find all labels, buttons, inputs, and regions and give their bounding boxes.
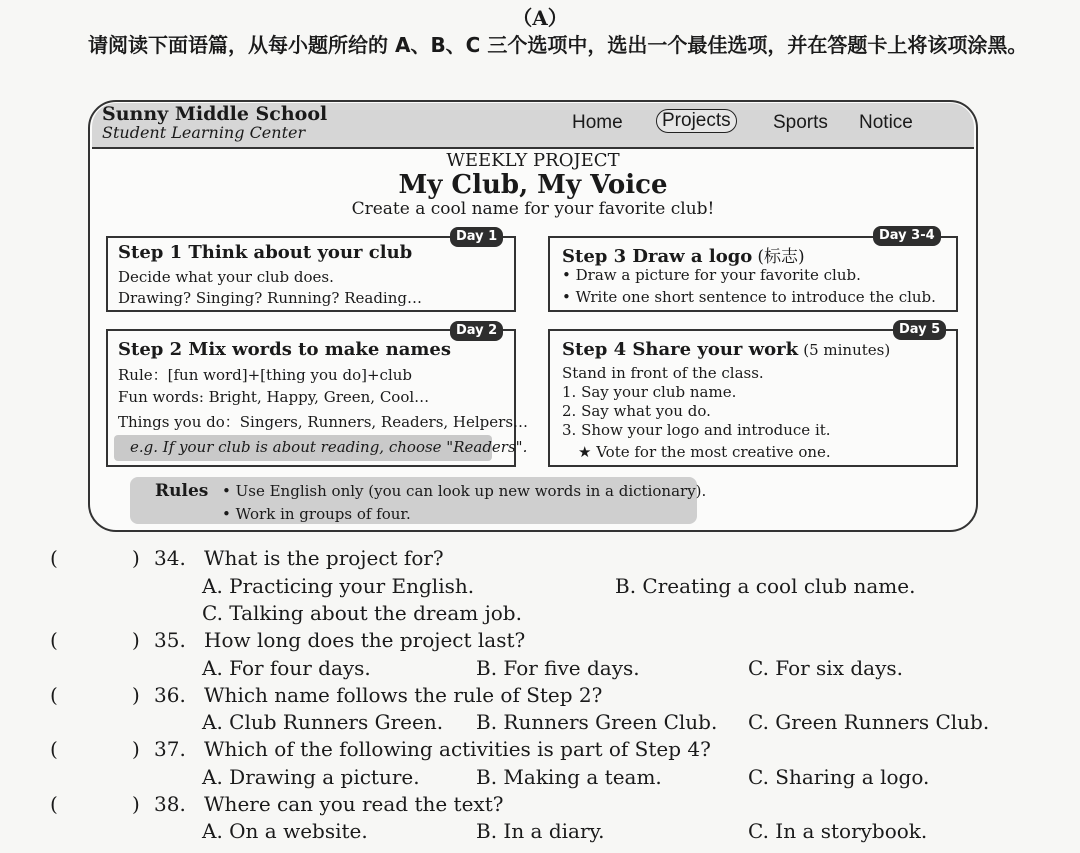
- option-a: A. On a website.: [202, 819, 368, 843]
- step-4-heading: [562, 339, 890, 360]
- option-b: B. In a diary.: [476, 819, 605, 843]
- option-a: A. Club Runners Green.: [202, 710, 444, 734]
- answer-blank-open: (: [50, 628, 58, 652]
- answer-blank-close: ): [132, 792, 140, 816]
- day-5-tag: Day 5: [893, 320, 946, 340]
- step-4-line: ★ Vote for the most creative one.: [578, 443, 831, 461]
- section-mark: （A）: [512, 6, 568, 30]
- option-a: A. Drawing a picture.: [202, 765, 420, 789]
- step-3-line: • Draw a picture for your favorite club.: [562, 266, 861, 284]
- learning-center-label: Student Learning Center: [102, 123, 306, 142]
- nav-projects[interactable]: Projects: [656, 109, 737, 133]
- question-text: How long does the project last?: [204, 628, 526, 652]
- step-4-line: 1. Say your club name.: [562, 383, 737, 401]
- answer-blank-close: ): [132, 683, 140, 707]
- step-3-line: • Write one short sentence to introduce the club.: [562, 288, 936, 306]
- day-2-tag: Day 2: [450, 321, 503, 341]
- instructions: 请阅读下面语篇，从每小题所给的 A、B、C 三个选项中，选出一个最佳选项，并在答题卡上将该项涂黑。: [88, 33, 1028, 57]
- question-text: What is the project for?: [204, 546, 444, 570]
- answer-blank-close: ): [132, 546, 140, 570]
- step-4-line: 2. Say what you do.: [562, 402, 711, 420]
- option-a: A. For four days.: [202, 656, 371, 680]
- option-a: A. Practicing your English.: [202, 574, 475, 598]
- option-c: C. Talking about the dream job.: [202, 601, 522, 625]
- project-subtitle: Create a cool name for your favorite club!: [351, 199, 715, 219]
- nav-notice[interactable]: Notice: [859, 112, 913, 133]
- answer-blank-open: (: [50, 737, 58, 761]
- step-4-title: Step 4 Share your work: [562, 339, 799, 360]
- example-text: e.g. If your club is about reading, choose "Readers".: [130, 438, 528, 456]
- step-3-note: (标志): [757, 247, 805, 267]
- question-number: 35.: [154, 628, 186, 652]
- option-c: C. Green Runners Club.: [748, 710, 990, 734]
- step-3-heading: [562, 242, 805, 267]
- project-title: My Club, My Voice: [398, 170, 668, 200]
- step-4-line: Stand in front of the class.: [562, 364, 764, 382]
- day-3-4-tag: Day 3-4: [873, 226, 941, 246]
- question-text: Which name follows the rule of Step 2?: [204, 683, 603, 707]
- step-4-line: 3. Show your logo and introduce it.: [562, 421, 831, 439]
- step-2-title: Step 2 Mix words to make names: [118, 339, 452, 360]
- answer-blank-open: (: [50, 683, 58, 707]
- answer-blank-open: (: [50, 546, 58, 570]
- question-number: 38.: [154, 792, 186, 816]
- step-2-line: Fun words: Bright, Happy, Green, Cool…: [118, 388, 430, 406]
- option-b: B. For five days.: [476, 656, 640, 680]
- rules-label: Rules: [155, 481, 209, 501]
- nav-sports[interactable]: Sports: [773, 112, 828, 133]
- rule-item: • Work in groups of four.: [222, 505, 411, 523]
- option-b: B. Runners Green Club.: [476, 710, 718, 734]
- weekly-project-label: WEEKLY PROJECT: [446, 150, 620, 171]
- option-c: C. In a storybook.: [748, 819, 928, 843]
- answer-blank-open: (: [50, 792, 58, 816]
- answer-blank-close: ): [132, 628, 140, 652]
- nav-home[interactable]: Home: [572, 112, 623, 133]
- question-number: 34.: [154, 546, 186, 570]
- step-2-line: Things you do：Singers, Runners, Readers, Helpers…: [118, 413, 529, 431]
- answer-blank-close: ): [132, 737, 140, 761]
- step-1-line: Drawing? Singing? Running? Reading…: [118, 289, 422, 307]
- step-1-line: Decide what your club does.: [118, 268, 334, 286]
- rule-item: • Use English only (you can look up new words in a dictionary).: [222, 482, 707, 500]
- question-number: 37.: [154, 737, 186, 761]
- option-b: B. Making a team.: [476, 765, 662, 789]
- option-c: C. Sharing a logo.: [748, 765, 930, 789]
- question-text: Where can you read the text?: [204, 792, 504, 816]
- option-c: C. For six days.: [748, 656, 903, 680]
- step-1-title: Step 1 Think about your club: [118, 242, 413, 263]
- option-b: B. Creating a cool club name.: [615, 574, 916, 598]
- question-number: 36.: [154, 683, 186, 707]
- step-3-title: Step 3 Draw a logo: [562, 246, 753, 267]
- school-name: Sunny Middle School: [102, 103, 328, 125]
- step-2-line: Rule：[fun word]+[thing you do]+club: [118, 366, 413, 384]
- question-text: Which of the following activities is part of Step 4?: [204, 737, 711, 761]
- step-4-note: (5 minutes): [803, 341, 891, 359]
- day-1-tag: Day 1: [450, 227, 503, 247]
